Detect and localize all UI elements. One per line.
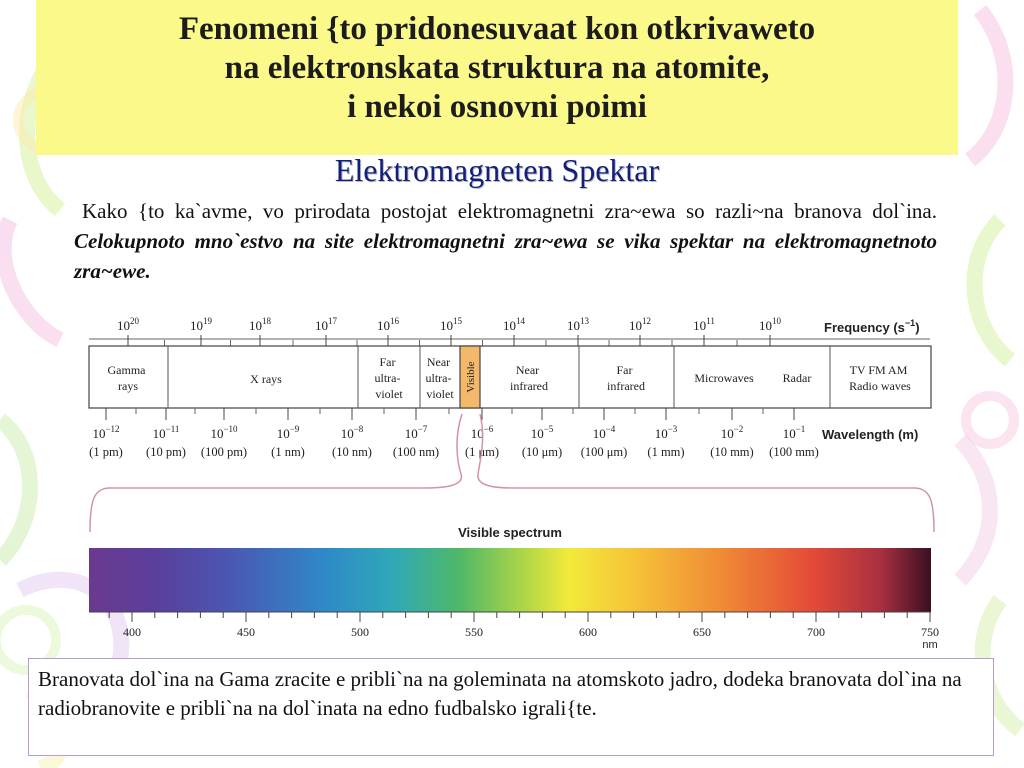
- visible-ruler-labels: [123, 625, 939, 639]
- frequency-tick-exponent: 15: [453, 316, 462, 326]
- frequency-tick-base: 10: [377, 318, 390, 333]
- region-label-line: infrared: [510, 379, 548, 393]
- region-label-line: violet: [426, 387, 454, 401]
- visible-spectrum-ruler: [89, 612, 939, 651]
- wavelength-tick-exponent: −9: [289, 424, 300, 434]
- frequency-tick-label: [190, 316, 213, 333]
- frequency-tick-base: 10: [567, 318, 580, 333]
- region-label-line: Gamma: [107, 363, 146, 377]
- wavelength-tick-label: [153, 424, 180, 441]
- visible-ruler-label: 600: [579, 625, 597, 639]
- visible-unit-label: nm: [922, 639, 938, 651]
- wavelength-tick-label: [405, 424, 428, 441]
- frequency-tick-base: 10: [249, 318, 262, 333]
- visible-ruler-label: 650: [693, 625, 711, 639]
- frequency-tick-exponent: 20: [130, 316, 139, 326]
- frequency-axis-label: [824, 318, 920, 335]
- electromagnetic-spectrum-figure: [84, 306, 954, 656]
- region-label-radar: Radar: [782, 371, 812, 385]
- frequency-tick-exponent: 18: [262, 316, 271, 326]
- wavelength-tick-label: [593, 424, 616, 441]
- wavelength-tick-exponent: −6: [483, 424, 494, 434]
- region-label-line: infrared: [607, 379, 645, 393]
- wavelength-unit-label: (10 pm): [146, 445, 186, 459]
- wavelength-tick-exponent: −7: [417, 424, 428, 434]
- wavelength-tick-base: 10: [210, 426, 224, 441]
- region-label-line: ultra-: [425, 371, 452, 385]
- frequency-tick-exponent: 11: [706, 316, 715, 326]
- frequency-tick-label: [503, 316, 526, 333]
- region-label-line: ultra-: [374, 371, 401, 385]
- visible-spectrum-title: Visible spectrum: [458, 525, 562, 540]
- region-label-xrays: X rays: [250, 372, 282, 386]
- visible-ruler-label: 550: [465, 625, 483, 639]
- frequency-tick-exponent: 17: [328, 316, 337, 326]
- frequency-tick-label: [693, 316, 715, 333]
- frequency-tick-base: 10: [503, 318, 516, 333]
- wavelength-tick-base: 10: [530, 426, 544, 441]
- region-label-line: Near: [515, 363, 540, 377]
- region-label-line: Radio waves: [849, 379, 911, 393]
- wavelength-tick-label: [92, 424, 119, 441]
- frequency-tick-base: 10: [629, 318, 642, 333]
- frequency-ticks: [128, 335, 770, 346]
- wavelength-tick-exponent: −5: [543, 424, 554, 434]
- note-box: [28, 658, 994, 756]
- frequency-tick-exponent: 16: [390, 316, 399, 326]
- visible-ruler-ticks: [109, 612, 930, 622]
- wavelength-tick-label: [721, 424, 744, 441]
- wavelength-tick-exponent: −1: [795, 424, 806, 434]
- wavelength-tick-exponent: −11: [165, 424, 180, 434]
- wavelength-tick-label: [277, 424, 300, 441]
- slide-subtitle: Elektromagneten Spektar: [334, 152, 660, 188]
- wavelength-tick-label: [783, 424, 806, 441]
- wavelength-unit-label: (100 mm): [769, 445, 819, 459]
- region-label-visible: Visible: [465, 361, 477, 393]
- wavelength-tick-base: 10: [720, 426, 734, 441]
- frequency-tick-exponent: 12: [642, 316, 651, 326]
- frequency-tick-exponent: 19: [203, 316, 212, 326]
- wavelength-tick-base: 10: [152, 426, 166, 441]
- region-label-line: Far: [379, 355, 396, 369]
- wavelength-tick-base: 10: [404, 426, 418, 441]
- region-label-microwaves: Microwaves: [694, 371, 754, 385]
- frequency-label-exponent: −1: [904, 318, 916, 328]
- wavelength-tick-label: [341, 424, 364, 441]
- frequency-tick-base: 10: [693, 318, 707, 333]
- wavelength-tick-base: 10: [592, 426, 606, 441]
- wavelength-unit-label: (1 μm): [464, 445, 500, 459]
- visible-spectrum-bar: [89, 548, 931, 612]
- wavelength-scale: [89, 408, 918, 459]
- frequency-label-text: Frequency (s: [824, 320, 905, 335]
- note-text: Branovata dol`ina na Gama zracite e pribli`na na goleminata na atomskoto jadro, dodeka branovata dol`ina na radiobranovite e pribli`na na dol`inata na edno fudbalsko igrali{te.: [38, 667, 962, 720]
- title-line: i nekoi osnovni poimi: [347, 89, 647, 125]
- frequency-tick-label: [759, 316, 782, 333]
- frequency-tick-label: [315, 316, 338, 333]
- frequency-tick-label: [440, 316, 463, 333]
- wavelength-ticks: [106, 408, 794, 420]
- visible-ruler-label: 700: [807, 625, 825, 639]
- frequency-tick-base: 10: [440, 318, 453, 333]
- wavelength-tick-base: 10: [654, 426, 668, 441]
- frequency-tick-base: 10: [117, 318, 130, 333]
- wavelength-tick-base: 10: [470, 426, 484, 441]
- frequency-tick-exponent: 14: [516, 316, 525, 326]
- wavelength-tick-base: 10: [92, 426, 106, 441]
- frequency-tick-exponent: 13: [580, 316, 589, 326]
- frequency-tick-base: 10: [315, 318, 328, 333]
- wavelength-tick-label: [531, 424, 554, 441]
- wavelength-unit-label: (1 nm): [271, 445, 305, 459]
- wavelength-unit-label: (10 μm): [521, 445, 563, 459]
- wavelength-tick-labels: [92, 424, 805, 441]
- wavelength-unit-label: (100 pm): [200, 445, 248, 459]
- region-label-line: TV FM AM: [849, 363, 908, 377]
- title-line: Fenomeni {to pridonesuvaat kon otkrivaweto: [178, 11, 816, 47]
- region-label-line: violet: [375, 387, 403, 401]
- visible-ruler-label: 400: [123, 625, 141, 639]
- wavelength-tick-base: 10: [782, 426, 796, 441]
- frequency-tick-label: [629, 316, 651, 333]
- slide-title: [36, 10, 958, 127]
- wavelength-tick-label: [210, 424, 238, 441]
- wavelength-unit-label: (10 mm): [710, 445, 754, 459]
- frequency-label-close: ): [915, 320, 920, 335]
- spectrum-band: [89, 346, 931, 408]
- frequency-tick-label: [249, 316, 272, 333]
- wavelength-unit-label: (100 nm): [392, 445, 440, 459]
- region-label-near-uv: [426, 355, 455, 401]
- wavelength-unit-label: (1 mm): [647, 445, 685, 459]
- intro-plain-text: Kako {to ka`avme, vo prirodata postojat elektromagnetni zra~ewa so razli~na branova dol`ina.: [82, 199, 937, 223]
- wavelength-tick-exponent: −3: [667, 424, 678, 434]
- frequency-tick-label: [567, 316, 590, 333]
- frequency-tick-base: 10: [190, 318, 203, 333]
- frequency-tick-label: [117, 316, 140, 333]
- wavelength-unit-label: (10 nm): [332, 445, 372, 459]
- wavelength-tick-exponent: −2: [733, 424, 744, 434]
- wavelength-tick-exponent: −8: [353, 424, 364, 434]
- visible-ruler-label: 450: [237, 625, 255, 639]
- visible-ruler-label: 750: [921, 625, 939, 639]
- region-label-line: rays: [118, 379, 138, 393]
- intro-emphasis-text: Celokupnoto mno`estvo na site elektromagnetni zra~ewa se vika spektar na elektromagnetnoto zra~ewe.: [74, 229, 937, 283]
- wavelength-tick-base: 10: [340, 426, 354, 441]
- frequency-scale: [89, 316, 930, 346]
- wavelength-tick-exponent: −4: [605, 424, 616, 434]
- frequency-tick-labels: [117, 316, 782, 333]
- wavelength-tick-label: [655, 424, 678, 441]
- frequency-tick-exponent: 10: [772, 316, 781, 326]
- visible-ruler-label: 500: [351, 625, 369, 639]
- wavelength-unit-label: (1 pm): [89, 445, 123, 459]
- wavelength-tick-base: 10: [276, 426, 290, 441]
- wavelength-unit-label: (100 μm): [580, 445, 628, 459]
- wavelength-tick-exponent: −12: [105, 424, 120, 434]
- region-label-line: Far: [616, 363, 633, 377]
- frequency-tick-base: 10: [759, 318, 772, 333]
- intro-paragraph: [74, 196, 937, 286]
- wavelength-axis-label: Wavelength (m): [822, 427, 919, 442]
- title-line: na elektronskata struktura na atomite,: [224, 50, 770, 86]
- wavelength-tick-exponent: −10: [223, 424, 238, 434]
- wavelength-unit-labels: [89, 445, 819, 459]
- frequency-tick-label: [377, 316, 400, 333]
- region-label-line: Near: [426, 355, 451, 369]
